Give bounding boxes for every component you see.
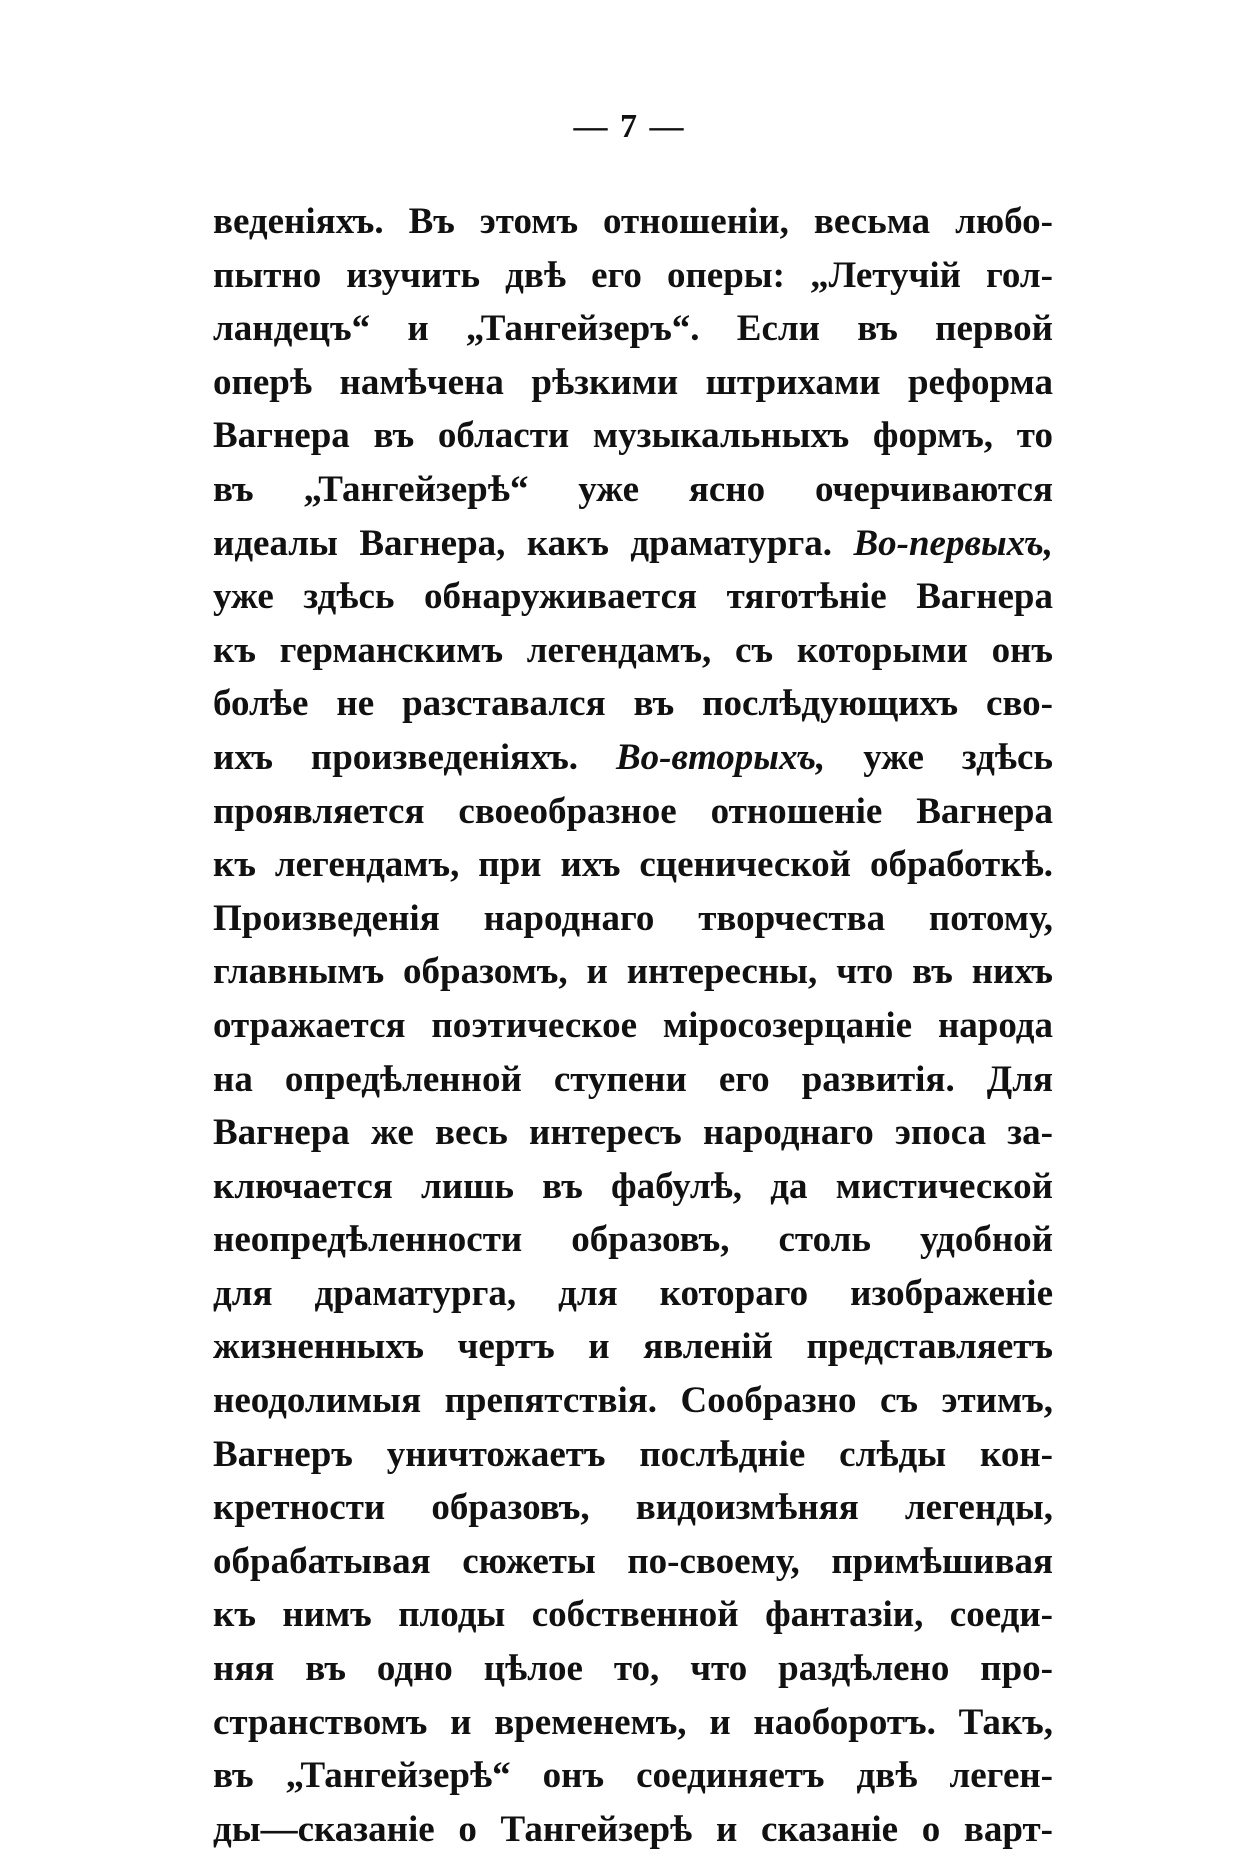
italic-text: Во-вторыхъ,	[615, 736, 826, 778]
text-run: Вагнеръ уничтожаетъ послѣдніе слѣды кон-	[213, 1433, 1053, 1475]
text-run: неодолимыя препятствія. Сообразно съ этимъ,	[213, 1380, 1053, 1422]
text-line	[213, 1374, 1053, 1428]
text-line	[213, 1160, 1053, 1214]
text-line	[213, 1106, 1053, 1160]
text-run: ключается лишь въ фабулѣ, да мистической	[213, 1165, 1053, 1207]
text-run: кретности образовъ, видоизмѣняя легенды,	[213, 1487, 1053, 1529]
text-run: Вагнера же весь интересъ народнаго эпоса за-	[213, 1112, 1053, 1154]
text-line	[213, 1213, 1053, 1267]
text-line	[213, 785, 1053, 839]
text-line	[213, 1535, 1053, 1589]
text-line	[213, 409, 1053, 463]
text-line	[213, 677, 1053, 731]
text-line	[213, 1696, 1053, 1750]
text-line	[213, 302, 1053, 356]
italic-text: Во-первыхъ,	[853, 522, 1053, 564]
text-run: странствомъ и временемъ, и наоборотъ. Такъ,	[213, 1701, 1053, 1743]
text-line	[213, 1588, 1053, 1642]
text-run: уже здѣсь обнаруживается тяготѣніе Вагнера	[213, 576, 1053, 618]
text-run: ды—сказаніе о Тангейзерѣ и сказаніе о варт-	[213, 1808, 1053, 1850]
text-run: въ „Тангейзерѣ“ уже ясно очерчиваются	[213, 468, 1053, 510]
text-line	[213, 1481, 1053, 1535]
text-run: въ „Тангейзерѣ“ онъ соединяетъ двѣ леген-	[213, 1755, 1053, 1797]
text-line	[213, 999, 1053, 1053]
page-number: — 7 —	[573, 108, 686, 145]
text-run: уже здѣсь	[825, 736, 1053, 778]
text-line	[213, 356, 1053, 410]
text-line	[213, 1749, 1053, 1803]
text-run: ихъ произведеніяхъ.	[213, 736, 616, 778]
text-run: главнымъ образомъ, и интересны, что въ нихъ	[213, 951, 1053, 993]
text-line	[213, 1642, 1053, 1696]
text-line	[213, 195, 1053, 249]
text-run: болѣе не разставался въ послѣдующихъ сво-	[213, 683, 1053, 725]
text-line	[213, 570, 1053, 624]
body-text	[213, 195, 1053, 1856]
text-run: ландецъ“ и „Тангейзеръ“. Если въ первой	[213, 308, 1053, 350]
text-run: обрабатывая сюжеты по-своему, примѣшивая	[213, 1540, 1053, 1582]
text-run: Произведенія народнаго творчества потому,	[213, 897, 1053, 939]
text-run: на опредѣленной ступени его развитія. Для	[213, 1058, 1053, 1100]
text-run: оперѣ намѣчена рѣзкими штрихами реформа	[213, 361, 1053, 403]
text-run: пытно изучить двѣ его оперы: „Летучій гол-	[213, 254, 1053, 296]
text-run: Вагнера въ области музыкальныхъ формъ, то	[213, 415, 1053, 457]
text-run: отражается поэтическое міросозерцаніе народа	[213, 1004, 1053, 1046]
text-run: къ легендамъ, при ихъ сценической обработкѣ.	[213, 844, 1053, 886]
text-line	[213, 1803, 1053, 1856]
text-run: къ нимъ плоды собственной фантазіи, соеди-	[213, 1594, 1053, 1636]
text-run: веденіяхъ. Въ этомъ отношеніи, весьма любо-	[213, 201, 1053, 242]
text-line	[213, 1320, 1053, 1374]
text-run: для драматурга, для котораго изображеніе	[213, 1272, 1053, 1314]
text-line	[213, 731, 1053, 785]
text-run: жизненныхъ чертъ и явленій представляетъ	[213, 1326, 1053, 1368]
text-line	[213, 624, 1053, 678]
text-line	[213, 517, 1053, 571]
text-line	[213, 463, 1053, 517]
text-run: къ германскимъ легендамъ, съ которыми онъ	[213, 629, 1053, 671]
text-line	[213, 838, 1053, 892]
text-run: проявляется своеобразное отношеніе Вагнера	[213, 790, 1053, 832]
text-line	[213, 1053, 1053, 1107]
text-run: идеалы Вагнера, какъ драматурга.	[213, 522, 854, 564]
text-line	[213, 892, 1053, 946]
text-line	[213, 1428, 1053, 1482]
text-line	[213, 1267, 1053, 1321]
text-line	[213, 249, 1053, 303]
text-run: неопредѣленности образовъ, столь удобной	[213, 1219, 1053, 1261]
text-run: няя въ одно цѣлое то, что раздѣлено про-	[213, 1648, 1053, 1690]
text-line	[213, 945, 1053, 999]
